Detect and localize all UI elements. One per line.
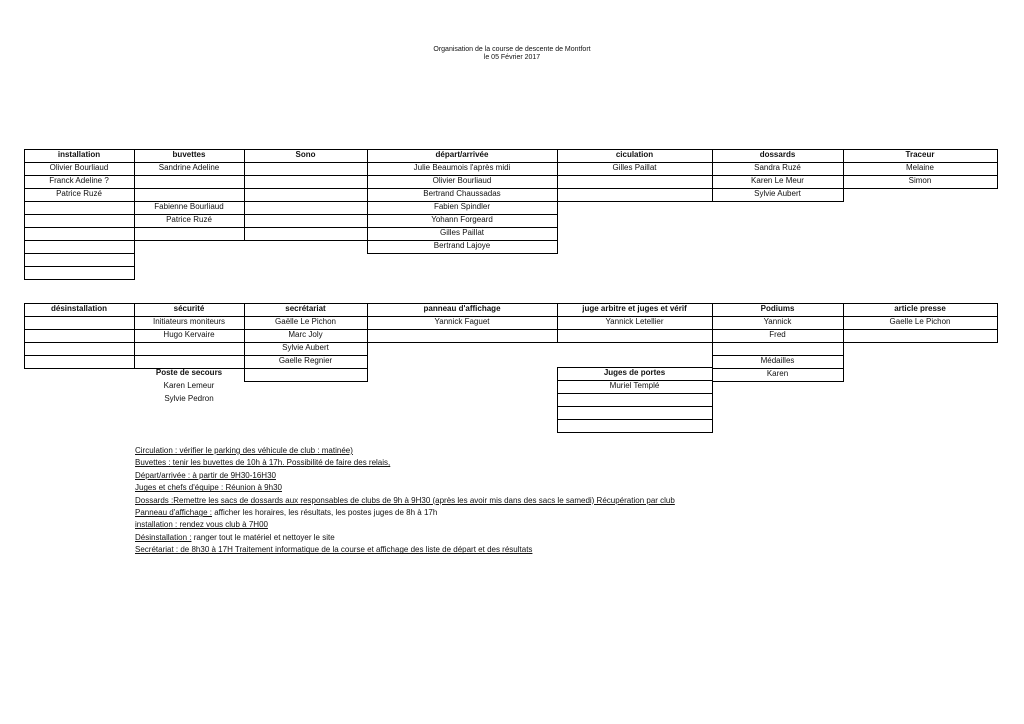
poste-de-secours-name: Sylvie Pedron [164, 394, 214, 403]
table-rule [712, 201, 844, 202]
juges-de-portes-name [557, 419, 712, 432]
table-cell [24, 355, 134, 368]
note-label: installation : rendez vous club à 7H00 [135, 520, 268, 530]
table-rule [997, 303, 998, 317]
table-cell: Gaelle Regnier [278, 356, 333, 365]
table-cell [557, 188, 712, 201]
table-cell [24, 253, 134, 266]
table-cell: Bertrand Lajoye [433, 241, 491, 250]
table-rule [24, 303, 997, 304]
table-cell [244, 201, 367, 214]
table-rule [24, 279, 135, 280]
table-cell: Marc Joly [288, 330, 323, 339]
table-cell: Patrice Ruzé [166, 215, 212, 224]
table-cell: Sandra Ruzé [754, 163, 801, 172]
table-cell: Bertrand Chaussadas [423, 189, 501, 198]
table-cell [24, 201, 134, 214]
table-cell: Patrice Ruzé [56, 189, 102, 198]
table-cell: Julie Beaumois l'après midi [413, 163, 511, 172]
table-cell: Yohann Forgeard [431, 215, 493, 224]
table-cell [134, 188, 244, 201]
table-cell: Karen [766, 369, 789, 378]
column-header: juge arbitre et juges et vérif [582, 304, 687, 313]
table-cell [843, 329, 997, 342]
table-cell [24, 316, 134, 329]
note-label: Circulation : vérifier le parking des véhicule de club : matinée) [135, 446, 353, 455]
table-cell [367, 329, 557, 342]
table-cell: Sylvie Aubert [754, 189, 801, 198]
table-cell [24, 214, 134, 227]
table-cell: Yannick Faguet [434, 317, 490, 326]
table-cell: Sandrine Adeline [158, 163, 220, 172]
note-label: Juges et chefs d'équipe : Réunion à 9h30 [135, 483, 282, 493]
table-cell: Gilles Paillat [612, 163, 657, 172]
table-cell: Gaëlle Le Pichon [275, 317, 336, 326]
table-cell [557, 329, 712, 342]
note-label: Panneau d'affichage : [135, 508, 212, 517]
table-cell [244, 368, 367, 381]
table-cell [134, 342, 244, 355]
column-header: buvettes [172, 150, 206, 159]
table-cell: Médailles [760, 356, 795, 365]
note-text: ranger tout le matériel et nettoyer le site [191, 532, 335, 542]
table-rule [843, 342, 998, 343]
table-rule [557, 432, 713, 433]
table-cell [134, 175, 244, 188]
table-cell [24, 240, 134, 253]
column-header: sécurité [173, 304, 205, 313]
table-cell [244, 188, 367, 201]
table-cell: Olivier Bourliaud [49, 163, 109, 172]
document-title: Organisation de la course de descente de Montfort [433, 46, 591, 53]
table-rule [134, 240, 245, 241]
column-header: article presse [894, 304, 946, 313]
table-cell: Olivier Bourliaud [432, 176, 492, 185]
table-rule [997, 316, 998, 343]
note-line [135, 520, 268, 530]
note-text: afficher les horaires, les résultats, les postes juges de 8h à 17h [212, 508, 438, 517]
table-cell: Yannick [763, 317, 792, 326]
table-cell [244, 214, 367, 227]
table-rule [244, 381, 368, 382]
note-label: Secrétariat : de 8h30 à 17H Traitement informatique de la course et affichage des liste de départ et des résultats [135, 545, 533, 555]
juges-de-portes-label: Juges de portes [603, 368, 666, 377]
table-cell: Hugo Kervaire [163, 330, 215, 339]
table-cell [24, 266, 134, 279]
note-line [135, 471, 276, 481]
juges-de-portes-name [557, 393, 712, 406]
table-cell: Gilles Paillat [439, 228, 484, 237]
note-label: Buvettes : tenir les buvettes de 10h à 17h. Possibilité de faire des relais, [135, 458, 391, 468]
column-header: dossards [759, 150, 796, 159]
table-cell [24, 227, 134, 240]
column-header: Podiums [760, 304, 795, 313]
table-cell [244, 227, 367, 240]
note-label: Désinstallation : [135, 532, 192, 542]
column-header: Traceur [905, 150, 935, 159]
note-line [135, 533, 335, 543]
note-line [135, 508, 437, 518]
table-cell: Franck Adeline ? [49, 176, 109, 185]
juges-de-portes-name [557, 406, 712, 419]
column-header: installation [57, 150, 101, 159]
table-rule [997, 162, 998, 189]
table-rule [24, 149, 997, 150]
table-cell [244, 175, 367, 188]
table-cell [244, 162, 367, 175]
column-header: départ/arrivée [435, 150, 489, 159]
table-rule [557, 342, 713, 343]
table-rule [367, 253, 558, 254]
column-header: panneau d'affichage [423, 304, 501, 313]
note-line [135, 483, 282, 493]
juges-de-portes-name: Muriel Templé [609, 381, 660, 390]
table-cell [24, 329, 134, 342]
table-cell: Initiateurs moniteurs [152, 317, 226, 326]
table-cell [134, 227, 244, 240]
table-cell: Yannick Letellier [605, 317, 664, 326]
column-header: désinstallation [50, 304, 107, 313]
table-cell: Fred [769, 330, 786, 339]
table-cell [712, 342, 843, 355]
table-cell: Fabien Spindler [433, 202, 491, 211]
poste-de-secours-name: Karen Lemeur [163, 381, 215, 390]
table-rule [367, 342, 558, 343]
table-rule [244, 240, 368, 241]
table-cell: Sylvie Aubert [282, 343, 329, 352]
table-rule [557, 201, 713, 202]
column-header: secrétariat [285, 304, 326, 313]
note-line [135, 496, 675, 506]
note-label: Dossards :Remettre les sacs de dossards aux responsables de clubs de 9h à 9H30 (après les avoir mis dans des sacs le samedi) Récupération par club [135, 495, 675, 505]
note-label: Départ/arrivée : à partir de 9H30-16H30 [135, 470, 276, 480]
table-cell: Simon [908, 176, 932, 185]
table-cell: Fabienne Bourliaud [154, 202, 224, 211]
note-line [135, 446, 353, 456]
note-line [135, 458, 390, 468]
table-rule [712, 381, 844, 382]
table-rule [843, 188, 998, 189]
column-header: Sono [295, 150, 316, 159]
column-header: ciculation [615, 150, 654, 159]
table-cell: Melaine [905, 163, 934, 172]
poste-de-secours-label: Poste de secours [155, 368, 223, 377]
table-rule [24, 368, 135, 369]
document-date: le 05 Février 2017 [483, 54, 541, 61]
table-cell [24, 342, 134, 355]
table-cell: Karen Le Meur [751, 176, 804, 185]
table-rule [712, 367, 713, 433]
table-cell: Gaelle Le Pichon [889, 317, 951, 326]
table-rule [997, 149, 998, 163]
table-cell [557, 175, 712, 188]
note-line [135, 545, 532, 555]
